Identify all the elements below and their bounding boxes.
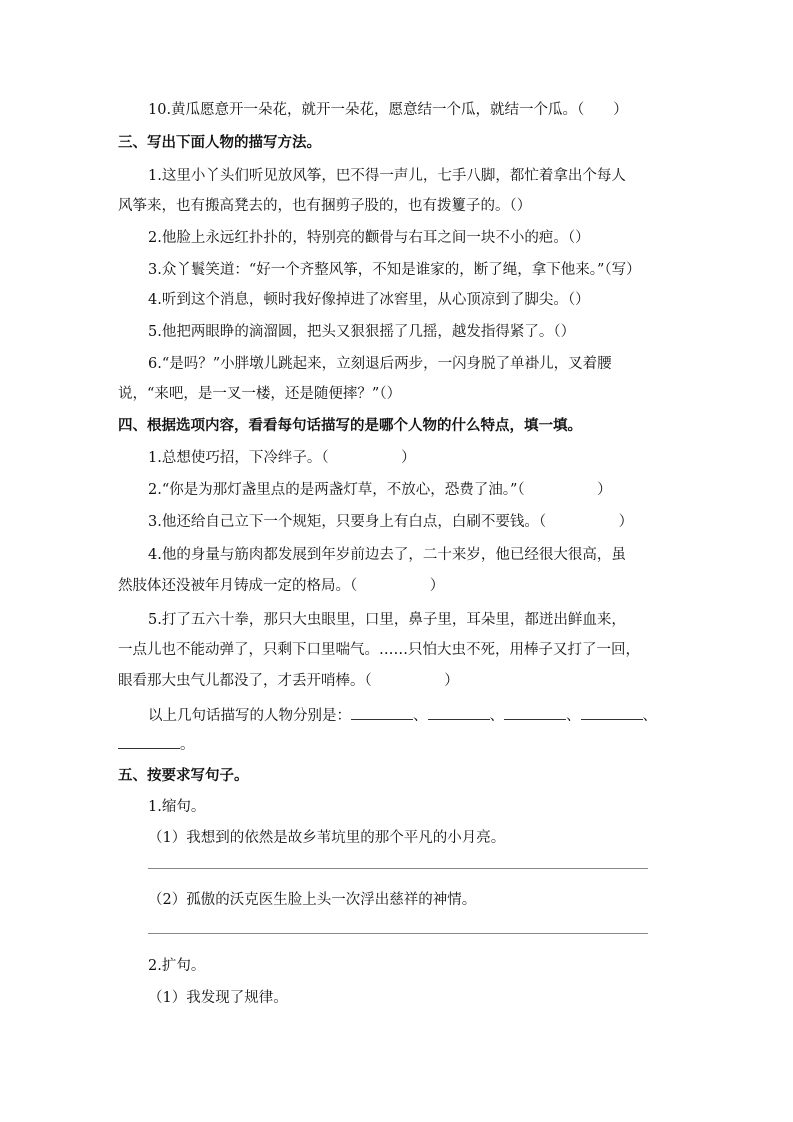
- section-5-heading: 五、按要求写句子。: [118, 768, 249, 784]
- answer-blank-3[interactable]: [504, 705, 566, 720]
- s3-q3-text: 3.众丫鬟笑道：“好一个齐整风筝，不知是谁家的，断了绳，拿下他来。”（写）: [148, 262, 641, 278]
- s3-q4-text: 4.听到这个消息，顿时我好像掉进了冰窖里，从心顶凉到了脚尖。（）: [148, 292, 590, 308]
- answer-blank-5[interactable]: [118, 734, 180, 749]
- separator: 、: [642, 708, 657, 724]
- s5-q1-label: 1.缩句。: [148, 799, 206, 815]
- s4-q5-line1: 5.打了五六十拳，那只大虫眼里，口里，鼻子里，耳朵里，都迸出鲜血来，: [148, 612, 626, 628]
- s5-q2-1-text: （1）我发现了规律。: [148, 990, 288, 1006]
- s4-q5-line3: 眼看那大虫气儿都没了，才丢开哨棒。（ ）: [118, 673, 459, 689]
- s5-q2-label: 2.扩句。: [148, 958, 206, 974]
- s4-q2-text: 2.“你是为那灯盏里点的是两盏灯草，不放心，恐费了油。”（ ）: [148, 482, 612, 498]
- s3-q1-line2: 风筝来，也有搬高凳去的，也有捆剪子股的，也有拨籰子的。（）: [118, 198, 532, 214]
- section-4-heading: 四、根据选项内容，看看每句话描写的是哪个人物的什么特点，填一填。: [118, 418, 582, 434]
- separator: 、: [489, 708, 504, 724]
- answer-line-2[interactable]: [148, 933, 648, 934]
- s4-summary-line2: [118, 734, 195, 755]
- s4-q1-text: 1.总想使巧招，下冷绊子。（ ）: [148, 450, 416, 466]
- answer-blank-2[interactable]: [428, 705, 490, 720]
- answer-blank-1[interactable]: [351, 705, 413, 720]
- question-10-text: 10.黄瓜愿意开一朵花，就开一朵花，愿意结一个瓜，就结一个瓜。（ ）: [148, 102, 628, 118]
- s5-q1-1-text: （1）我想到的依然是故乡苇坑里的那个平凡的小月亮。: [148, 830, 506, 846]
- s4-q5-line2: 一点儿也不能动弹了，只剩下口里喘气。……只怕大虫不死，用棒子又打了一回，: [118, 642, 640, 658]
- end-mark: 。: [180, 737, 195, 753]
- s4-q3-text: 3.他还给自己立下一个规矩，只要身上有白点，白刷不要钱。（ ）: [148, 514, 634, 530]
- s4-summary-line: [148, 705, 657, 726]
- s3-q6-line2: 说，“来吧，是一叉一楼，还是随便摔？”（）: [118, 386, 402, 402]
- answer-blank-4[interactable]: [581, 705, 643, 720]
- s4-summary-prefix: 以上几句话描写的人物分别是：: [148, 708, 351, 724]
- section-3-heading: 三、写出下面人物的描写方法。: [118, 135, 321, 151]
- s3-q2-text: 2.他脸上永远红扑扑的，特别亮的颧骨与右耳之间一块不小的疤。（）: [148, 230, 590, 246]
- s4-q4-line2: 然肢体还没被年月铸成一定的格局。（ ）: [118, 578, 445, 594]
- s3-q5-text: 5.他把两眼睁的滴溜圆，把头又狠狠摇了几摇，越发指得紧了。（）: [148, 324, 576, 340]
- s5-q1-2-text: （2）孤傲的沃克医生脸上头一次浮出慈祥的神情。: [148, 892, 477, 908]
- s4-q4-line1: 4.他的身量与筋肉都发展到年岁前边去了，二十来岁，他已经很大很高，虽: [148, 547, 626, 563]
- separator: 、: [413, 708, 428, 724]
- s3-q1-line1: 1.这里小丫头们听见放风筝，巴不得一声儿，七手八脚，都忙着拿出个每人: [148, 168, 626, 184]
- separator: 、: [566, 708, 581, 724]
- s3-q6-line1: 6.“是吗？”小胖墩儿跳起来，立刻退后两步，一闪身脱了单褂儿，叉着腰: [148, 356, 612, 372]
- answer-line-1[interactable]: [148, 868, 648, 869]
